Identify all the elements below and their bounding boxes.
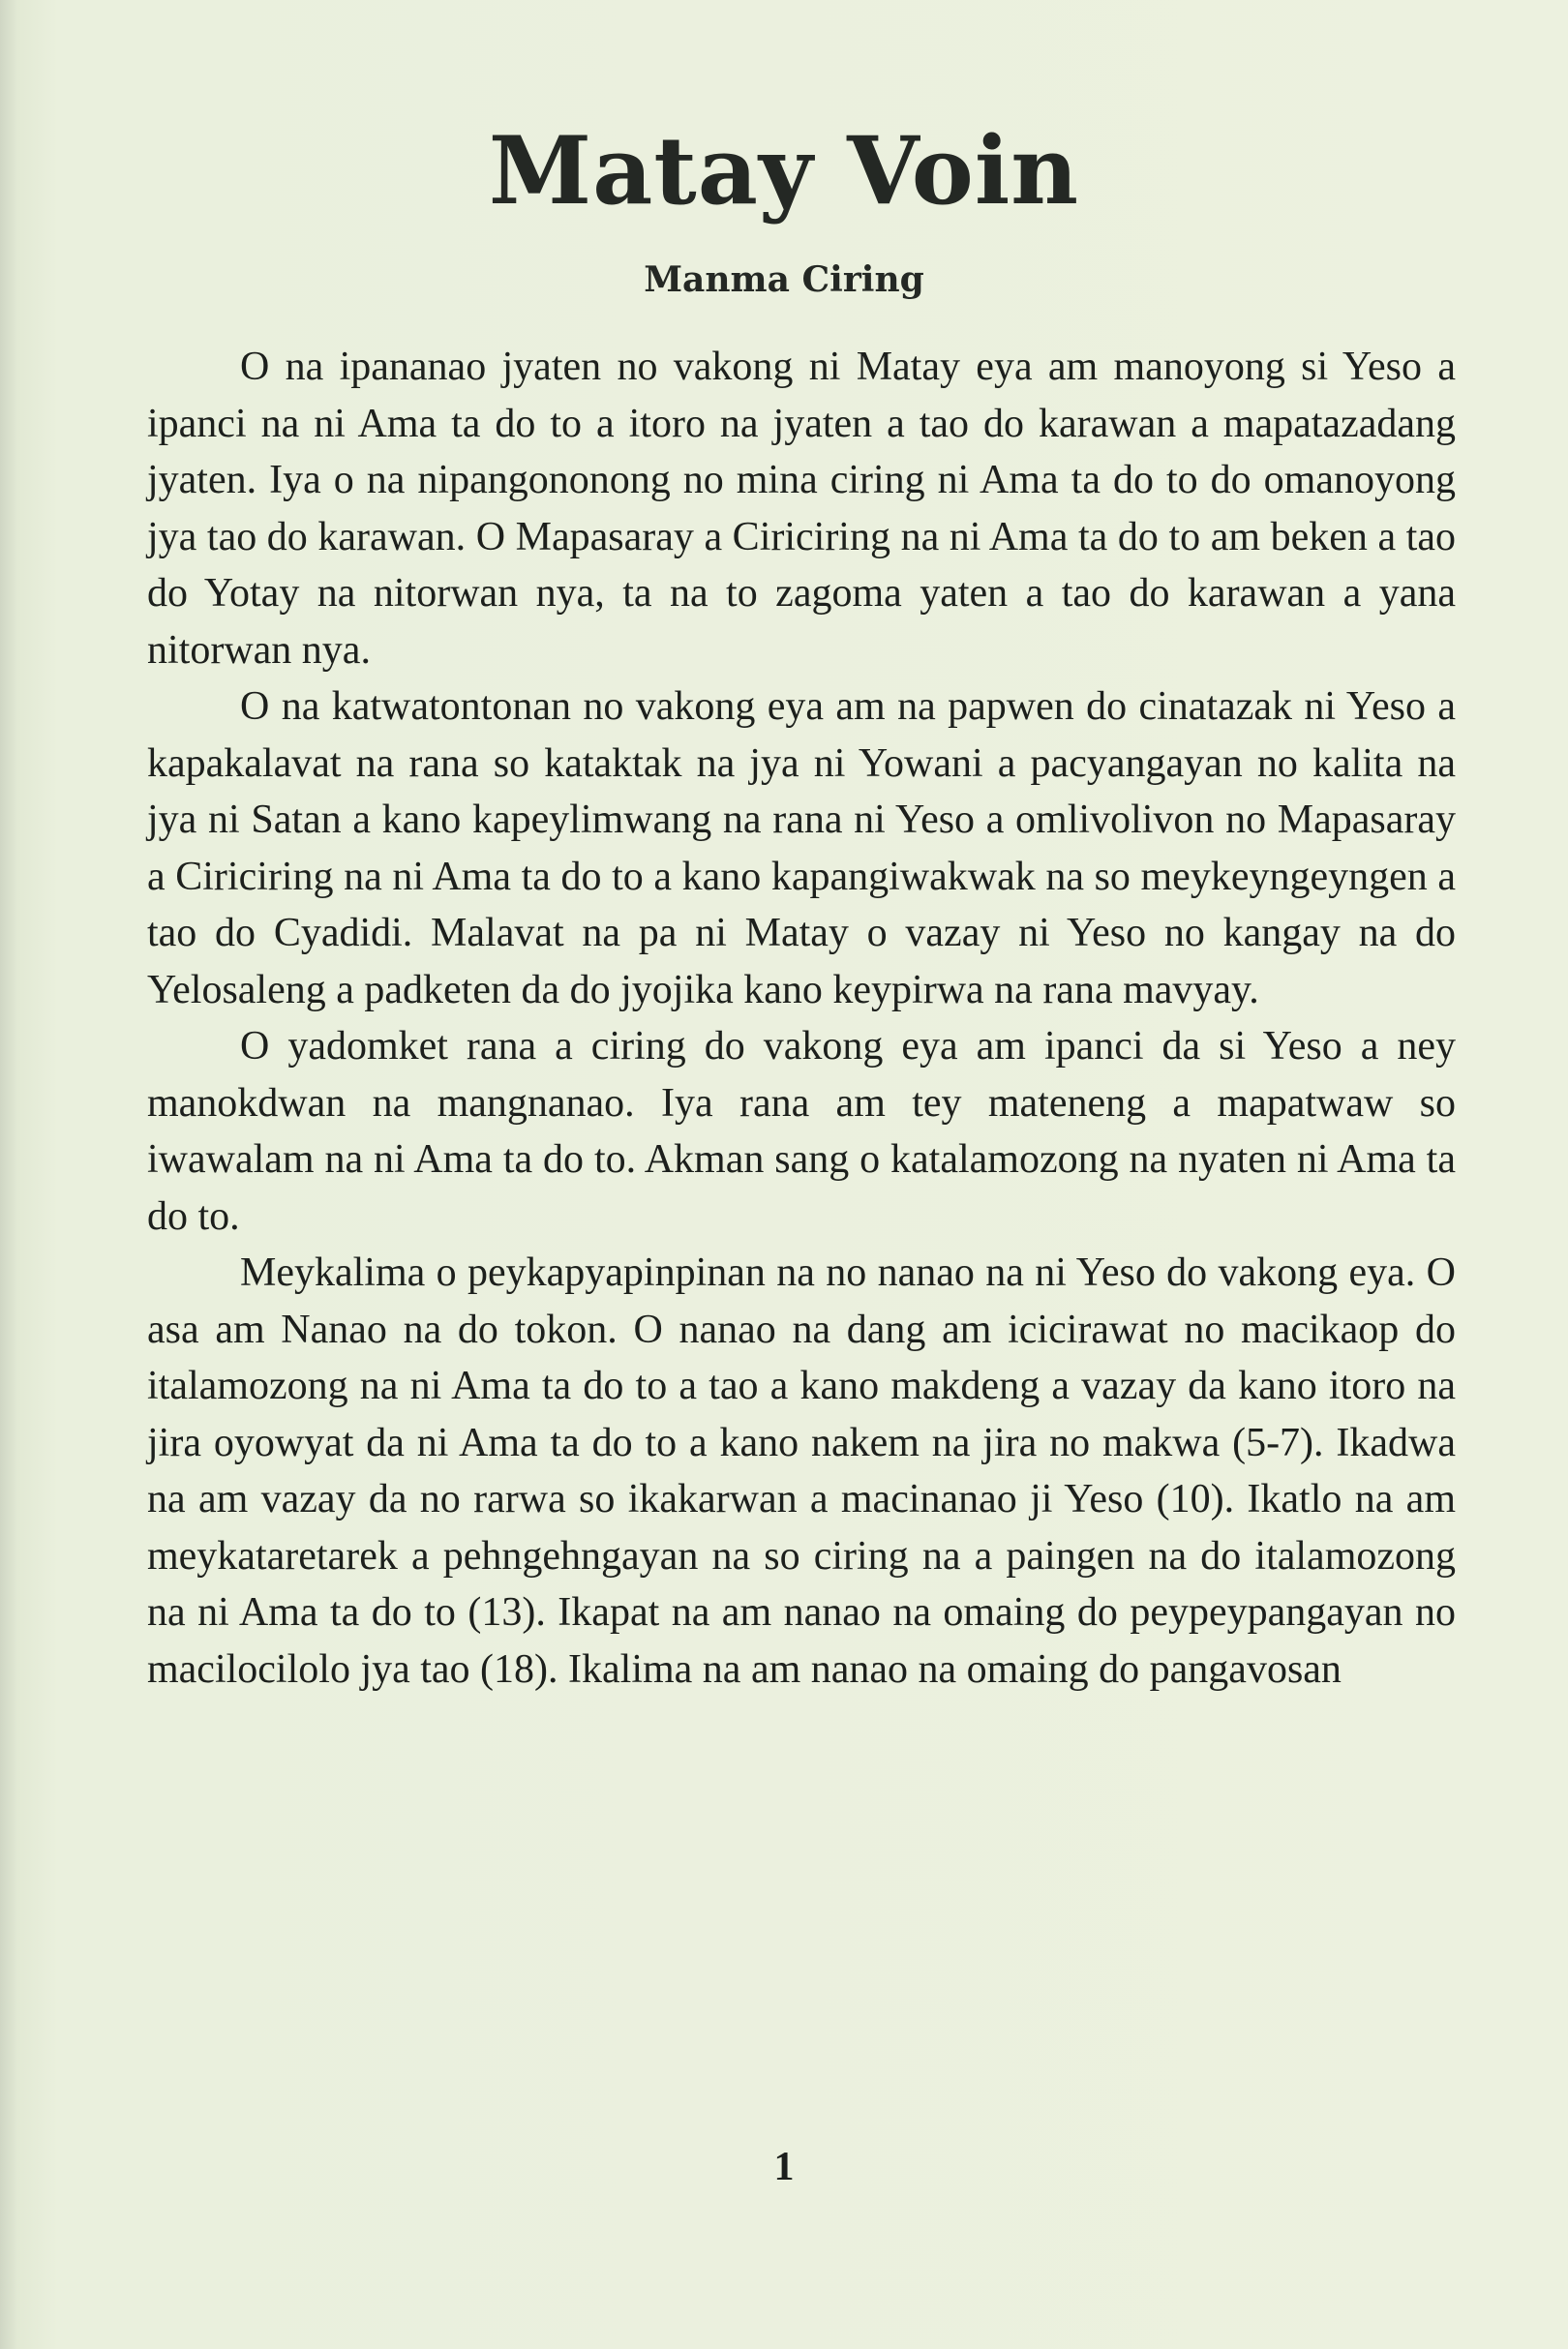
body-text — [147, 339, 1456, 1698]
paragraph-3: O yadomket rana a ciring do vakong eya am ipanci da si Yeso a ney manokdwan na mangnanao. Iya rana am tey mateneng a mapatwaw so iwawalam na ni Ama ta do to. Akman sang o katalamozong na nyaten ni Ama ta do to. — [147, 1024, 1456, 1239]
paragraph-2: O na katwatontonan no vakong eya am na papwen do cinatazak ni Yeso a kapakalavat na rana so kataktak na jya ni Yowani a pacyangayan no kalita na jya ni Satan a kano kapeylimwang na rana ni Yeso a omlivolivon no Mapasaray a Ciriciring na ni Ama ta do to a kano kapangiwakwak na so meykeyngeyngen a tao do Cyadidi. Malavat na pa ni Matay o vazay ni Yeso no kangay na do Yelosaleng a padketen da do jyojika kano keypirwa na rana mavyay. — [147, 684, 1456, 1012]
paragraph-4: Meykalima o peykapyapinpinan na no nanao na ni Yeso do vakong eya. O asa am Nanao na do tokon. O nanao na dang am icicirawat no macikaop do italamozong na ni Ama ta do to a tao a kano makdeng a vazay da kano itoro na jira oyowyat da ni Ama ta do to a kano nakem na jira no makwa (5-7). Ikadwa na am vazay da no rarwa so ikakarwan a macinanao ji Yeso (10). Ikatlo na am meykataretarek a pehngehngayan na so ciring na a paingen na do italamozong na ni Ama ta do to (13). Ikapat na am nanao na omaing do peypeypangayan no macilocilolo jya tao (18). Ikalima na am nanao na omaing do pangavosan — [147, 1250, 1456, 1692]
page-title: Matay Voin — [488, 116, 1080, 226]
paragraph-1: O na ipananao jyaten no vakong ni Matay eya am manoyong si Yeso a ipanci na ni Ama ta do to a itoro na jyaten a tao do karawan a mapatazadang jyaten. Iya o na nipangononong no mina ciring ni Ama ta do to do omanoyong jya tao do karawan. O Mapasaray a Ciriciring na ni Ama ta do to am beken a tao do Yotay na nitorwan nya, ta na to zagoma yaten a tao do karawan a yana nitorwan nya. — [147, 345, 1456, 673]
page-subtitle: Manma Ciring — [644, 259, 924, 300]
page-number: 1 — [773, 2145, 795, 2189]
